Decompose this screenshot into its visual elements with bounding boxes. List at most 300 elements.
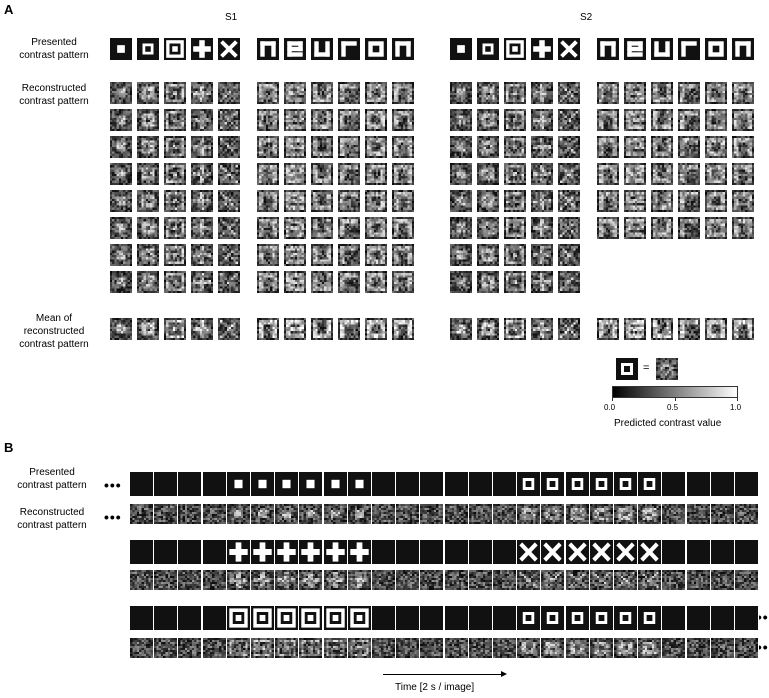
reconstruction-pixels [590, 638, 613, 658]
small-frame-icon [541, 472, 564, 496]
reconstructed-pattern [597, 163, 619, 185]
reconstruction-pixels [678, 109, 700, 131]
square-icon [251, 472, 274, 496]
reconstruction-pixels [299, 504, 322, 524]
reconstruction-pixels [420, 638, 443, 658]
reconstructed-frame [711, 570, 735, 590]
reconstruction-pixels [191, 244, 213, 266]
reconstruction-pixels [624, 318, 646, 340]
reconstructed-frame [445, 504, 469, 524]
presented-frame [203, 606, 227, 630]
reconstructed-frame [445, 570, 469, 590]
reconstructed-pattern [284, 163, 306, 185]
presented-frame [590, 606, 614, 630]
reconstruction-pixels [477, 271, 499, 293]
reconstruction-pixels [678, 163, 700, 185]
x-icon [541, 540, 564, 564]
reconstruction-pixels [396, 504, 419, 524]
reconstruction-pixels [711, 570, 734, 590]
reconstruction-pixels [218, 217, 240, 239]
reconstructed-pattern [705, 82, 727, 104]
blank-icon [372, 606, 395, 630]
presented-frame [299, 472, 323, 496]
reconstruction-pixels [531, 190, 553, 212]
mean-reconstruction [365, 318, 387, 340]
reconstructed-frame [299, 570, 323, 590]
reconstructed-pattern [311, 136, 333, 158]
reconstruction-pixels [164, 318, 186, 340]
reconstruction-pixels [311, 244, 333, 266]
reconstructed-frame [687, 638, 711, 658]
presented-frame [324, 472, 348, 496]
blank-icon [396, 472, 419, 496]
reconstruction-pixels [504, 136, 526, 158]
reconstructed-pattern [705, 217, 727, 239]
reconstruction-pixels [365, 244, 387, 266]
reconstructed-pattern [732, 163, 754, 185]
presented-frame [590, 540, 614, 564]
reconstruction-pixels [164, 217, 186, 239]
reconstructed-frame [517, 504, 541, 524]
presented-frame [275, 540, 299, 564]
reconstruction-pixels [531, 244, 553, 266]
reconstructed-pattern [558, 82, 580, 104]
presented-pattern [137, 38, 159, 60]
reconstruction-pixels [218, 163, 240, 185]
reconstruction-pixels [558, 136, 580, 158]
presented-frame [348, 540, 372, 564]
presented-frame [469, 472, 493, 496]
reconstructed-frame [396, 638, 420, 658]
reconstructed-pattern [597, 190, 619, 212]
reconstruction-pixels [110, 82, 132, 104]
reconstructed-pattern [624, 163, 646, 185]
reconstruction-pixels [477, 163, 499, 185]
blank-icon [203, 540, 226, 564]
reconstruction-pixels [338, 163, 360, 185]
large-frame-icon [348, 606, 371, 630]
reconstructed-pattern [504, 217, 526, 239]
blank-icon [445, 472, 468, 496]
reconstruction-pixels [178, 504, 201, 524]
blank-icon [130, 540, 153, 564]
reconstruction-pixels [624, 190, 646, 212]
reconstruction-pixels [365, 163, 387, 185]
reconstructed-pattern [338, 190, 360, 212]
reconstructed-pattern [137, 109, 159, 131]
reconstructed-pattern [365, 271, 387, 293]
reconstruction-pixels [450, 318, 472, 340]
reconstructed-pattern [705, 136, 727, 158]
reconstructed-pattern [732, 190, 754, 212]
presented-frame [493, 472, 517, 496]
reconstructed-frame [348, 504, 372, 524]
reconstructed-frame [517, 570, 541, 590]
reconstruction-pixels [504, 318, 526, 340]
reconstructed-pattern [311, 271, 333, 293]
reconstruction-pixels [656, 358, 678, 380]
reconstructed-frame [420, 570, 444, 590]
reconstruction-pixels [227, 504, 250, 524]
blank-icon [154, 606, 177, 630]
reconstruction-pixels [558, 109, 580, 131]
reconstruction-pixels [566, 504, 589, 524]
r-icon [678, 38, 700, 60]
presented-frame [735, 472, 759, 496]
presented-frame [687, 540, 711, 564]
reconstructed-pattern [338, 109, 360, 131]
reconstructed-pattern [450, 217, 472, 239]
presented-frame [130, 472, 154, 496]
blank-icon [711, 540, 734, 564]
reconstruction-pixels [257, 109, 279, 131]
presented-frame [735, 540, 759, 564]
reconstruction-pixels [257, 190, 279, 212]
presented-frame [275, 472, 299, 496]
plus-icon [324, 540, 347, 564]
reconstruction-pixels [164, 163, 186, 185]
small-frame-icon [137, 38, 159, 60]
reconstruction-pixels [687, 504, 710, 524]
reconstruction-pixels [705, 217, 727, 239]
reconstruction-pixels [392, 271, 414, 293]
reconstructed-pattern [311, 190, 333, 212]
reconstructed-frame [662, 570, 686, 590]
reconstruction-pixels [732, 318, 754, 340]
reconstruction-pixels [558, 318, 580, 340]
reconstruction-pixels [504, 109, 526, 131]
reconstructed-pattern [284, 244, 306, 266]
reconstructed-frame [203, 570, 227, 590]
presented-pattern [624, 38, 646, 60]
reconstruction-pixels [614, 504, 637, 524]
reconstruction-pixels [365, 271, 387, 293]
x-icon [218, 38, 240, 60]
presented-frame [251, 540, 275, 564]
reconstruction-pixels [338, 136, 360, 158]
mean-reconstruction [450, 318, 472, 340]
mean-reconstruction [678, 318, 700, 340]
reconstruction-pixels [711, 504, 734, 524]
reconstructed-pattern [137, 244, 159, 266]
reconstruction-pixels [477, 244, 499, 266]
reconstructed-pattern [284, 136, 306, 158]
reconstructed-pattern [284, 190, 306, 212]
reconstructed-frame [348, 570, 372, 590]
reconstruction-pixels [257, 271, 279, 293]
reconstructed-frame [735, 570, 759, 590]
ellipsis-left: ••• [104, 509, 122, 525]
x-icon [517, 540, 540, 564]
reconstruction-pixels [257, 136, 279, 158]
presented-frame [662, 540, 686, 564]
presented-frame [662, 472, 686, 496]
presented-frame [566, 606, 590, 630]
reconstructed-pattern [164, 190, 186, 212]
reconstructed-pattern [110, 136, 132, 158]
reconstruction-pixels [284, 82, 306, 104]
presented-frame [445, 606, 469, 630]
reconstruction-pixels [178, 638, 201, 658]
square-icon [299, 472, 322, 496]
reconstructed-pattern [678, 109, 700, 131]
reconstruction-pixels [445, 570, 468, 590]
presented-frame [420, 606, 444, 630]
reconstruction-pixels [566, 570, 589, 590]
reconstructed-pattern [110, 217, 132, 239]
blank-icon [203, 472, 226, 496]
reconstructed-pattern [365, 190, 387, 212]
mean-reconstruction [311, 318, 333, 340]
blank-icon [687, 540, 710, 564]
blank-icon [396, 606, 419, 630]
reconstruction-pixels [445, 638, 468, 658]
reconstruction-pixels [651, 217, 673, 239]
presented-frame [469, 540, 493, 564]
reconstructed-pattern [678, 82, 700, 104]
reconstruction-pixels [154, 570, 177, 590]
reconstructed-pattern [477, 109, 499, 131]
reconstructed-pattern [531, 244, 553, 266]
reconstruction-pixels [396, 638, 419, 658]
blank-icon [469, 540, 492, 564]
reconstructed-pattern [477, 82, 499, 104]
reconstruction-pixels [251, 570, 274, 590]
reconstructed-pattern [392, 271, 414, 293]
reconstruction-pixels [338, 318, 360, 340]
presented-frame [711, 540, 735, 564]
reconstructed-pattern [504, 109, 526, 131]
reconstruction-pixels [651, 82, 673, 104]
reconstruction-pixels [450, 217, 472, 239]
reconstruction-pixels [687, 638, 710, 658]
reconstruction-pixels [469, 638, 492, 658]
reconstruction-pixels [638, 638, 661, 658]
blank-icon [420, 540, 443, 564]
reconstruction-pixels [651, 136, 673, 158]
presented-frame [348, 606, 372, 630]
presented-pattern [311, 38, 333, 60]
panel-label-b: B [4, 440, 13, 455]
reconstructed-frame [590, 504, 614, 524]
reconstructed-pattern [558, 190, 580, 212]
reconstruction-pixels [257, 82, 279, 104]
reconstructed-pattern [504, 244, 526, 266]
reconstructed-pattern [450, 109, 472, 131]
reconstruction-pixels [130, 570, 153, 590]
reconstruction-pixels [191, 163, 213, 185]
reconstruction-pixels [420, 570, 443, 590]
reconstruction-pixels [687, 570, 710, 590]
reconstructed-pattern [450, 82, 472, 104]
presented-frame [420, 472, 444, 496]
reconstructed-pattern [477, 136, 499, 158]
reconstruction-pixels [164, 82, 186, 104]
reconstructed-frame [614, 570, 638, 590]
reconstruction-pixels [164, 109, 186, 131]
reconstructed-frame [372, 504, 396, 524]
reconstructed-frame [178, 504, 202, 524]
reconstructed-pattern [284, 217, 306, 239]
blank-icon [420, 606, 443, 630]
reconstruction-pixels [137, 271, 159, 293]
n-icon [597, 38, 619, 60]
reconstructed-frame [638, 570, 662, 590]
reconstructed-frame [324, 504, 348, 524]
reconstructed-pattern [191, 190, 213, 212]
reconstruction-pixels [638, 570, 661, 590]
n-icon [257, 38, 279, 60]
large-frame-icon [227, 606, 250, 630]
reconstruction-pixels [338, 109, 360, 131]
reconstructed-pattern [191, 82, 213, 104]
reconstruction-pixels [275, 504, 298, 524]
reconstructed-frame [493, 504, 517, 524]
n-icon [392, 38, 414, 60]
presented-frame [711, 472, 735, 496]
presented-frame [372, 540, 396, 564]
presented-frame [251, 606, 275, 630]
row-label-presented: Presented contrast pattern [4, 36, 104, 62]
small-frame-icon [590, 472, 613, 496]
reconstructed-pattern [338, 271, 360, 293]
x-icon [614, 540, 637, 564]
reconstructed-pattern [705, 109, 727, 131]
reconstruction-pixels [624, 82, 646, 104]
reconstructed-pattern [450, 163, 472, 185]
reconstructed-frame [638, 638, 662, 658]
reconstructed-frame [324, 570, 348, 590]
reconstructed-frame [251, 504, 275, 524]
presented-pattern [164, 38, 186, 60]
reconstruction-pixels [203, 638, 226, 658]
reconstruction-pixels [732, 109, 754, 131]
reconstruction-pixels [372, 504, 395, 524]
reconstruction-pixels [450, 244, 472, 266]
e-icon [624, 38, 646, 60]
reconstructed-frame [541, 638, 565, 658]
reconstructed-pattern [651, 82, 673, 104]
reconstruction-pixels [597, 217, 619, 239]
reconstruction-pixels [541, 504, 564, 524]
reconstruction-pixels [137, 136, 159, 158]
reconstruction-pixels [251, 504, 274, 524]
reconstruction-pixels [517, 504, 540, 524]
small-frame-icon [517, 472, 540, 496]
presented-frame [711, 606, 735, 630]
reconstructed-pattern [110, 109, 132, 131]
reconstruction-pixels [218, 82, 240, 104]
presented-frame [372, 472, 396, 496]
reconstruction-pixels [284, 217, 306, 239]
reconstructed-frame [420, 504, 444, 524]
reconstructed-pattern [257, 163, 279, 185]
presented-frame [299, 540, 323, 564]
presented-frame [251, 472, 275, 496]
reconstruction-pixels [311, 271, 333, 293]
reconstruction-pixels [311, 190, 333, 212]
x-icon [558, 38, 580, 60]
reconstructed-pattern [218, 163, 240, 185]
reconstructed-pattern [164, 217, 186, 239]
reconstruction-pixels [137, 82, 159, 104]
reconstruction-pixels [531, 217, 553, 239]
presented-frame [396, 606, 420, 630]
reconstructed-pattern [137, 217, 159, 239]
reconstructed-pattern [705, 190, 727, 212]
reconstructed-frame [541, 504, 565, 524]
reconstruction-pixels [257, 217, 279, 239]
presented-frame [445, 472, 469, 496]
reconstructed-pattern [678, 163, 700, 185]
presented-pattern [257, 38, 279, 60]
reconstructed-frame [251, 638, 275, 658]
reconstructed-frame [711, 504, 735, 524]
plus-icon [227, 540, 250, 564]
reconstructed-pattern [218, 271, 240, 293]
reconstructed-pattern [392, 109, 414, 131]
reconstruction-pixels [477, 318, 499, 340]
blank-icon [493, 540, 516, 564]
reconstructed-pattern [164, 82, 186, 104]
reconstruction-pixels [558, 82, 580, 104]
reconstructed-frame [445, 638, 469, 658]
reconstructed-pattern [137, 163, 159, 185]
presented-frame [178, 472, 202, 496]
reconstruction-pixels [392, 244, 414, 266]
reconstructed-pattern [110, 163, 132, 185]
reconstruction-pixels [324, 570, 347, 590]
reconstruction-pixels [597, 82, 619, 104]
presented-frame [541, 472, 565, 496]
reconstructed-frame [590, 570, 614, 590]
reconstruction-pixels [735, 570, 758, 590]
reconstruction-pixels [558, 217, 580, 239]
presented-pattern [450, 38, 472, 60]
reconstruction-pixels [678, 82, 700, 104]
reconstruction-pixels [445, 504, 468, 524]
reconstructed-pattern [450, 190, 472, 212]
plus-icon [251, 540, 274, 564]
reconstructed-pattern [450, 244, 472, 266]
large-frame-icon [164, 38, 186, 60]
reconstructed-frame [227, 638, 251, 658]
reconstructed-pattern [164, 244, 186, 266]
legend-equals: = [643, 362, 649, 374]
reconstructed-frame [203, 504, 227, 524]
reconstruction-pixels [372, 638, 395, 658]
reconstructed-pattern [257, 217, 279, 239]
plus-icon [275, 540, 298, 564]
reconstruction-pixels [110, 217, 132, 239]
presented-frame [275, 606, 299, 630]
small-frame-icon [614, 606, 637, 630]
reconstruction-pixels [110, 109, 132, 131]
mean-reconstruction [558, 318, 580, 340]
reconstructed-pattern [338, 163, 360, 185]
reconstruction-pixels [365, 318, 387, 340]
reconstructed-pattern [218, 109, 240, 131]
reconstruction-pixels [541, 570, 564, 590]
reconstructed-frame [178, 570, 202, 590]
reconstruction-pixels [365, 217, 387, 239]
reconstruction-pixels [531, 163, 553, 185]
square-icon [450, 38, 472, 60]
large-frame-icon [251, 606, 274, 630]
mean-reconstruction [477, 318, 499, 340]
mean-reconstruction [624, 318, 646, 340]
legend-pattern [616, 358, 638, 380]
